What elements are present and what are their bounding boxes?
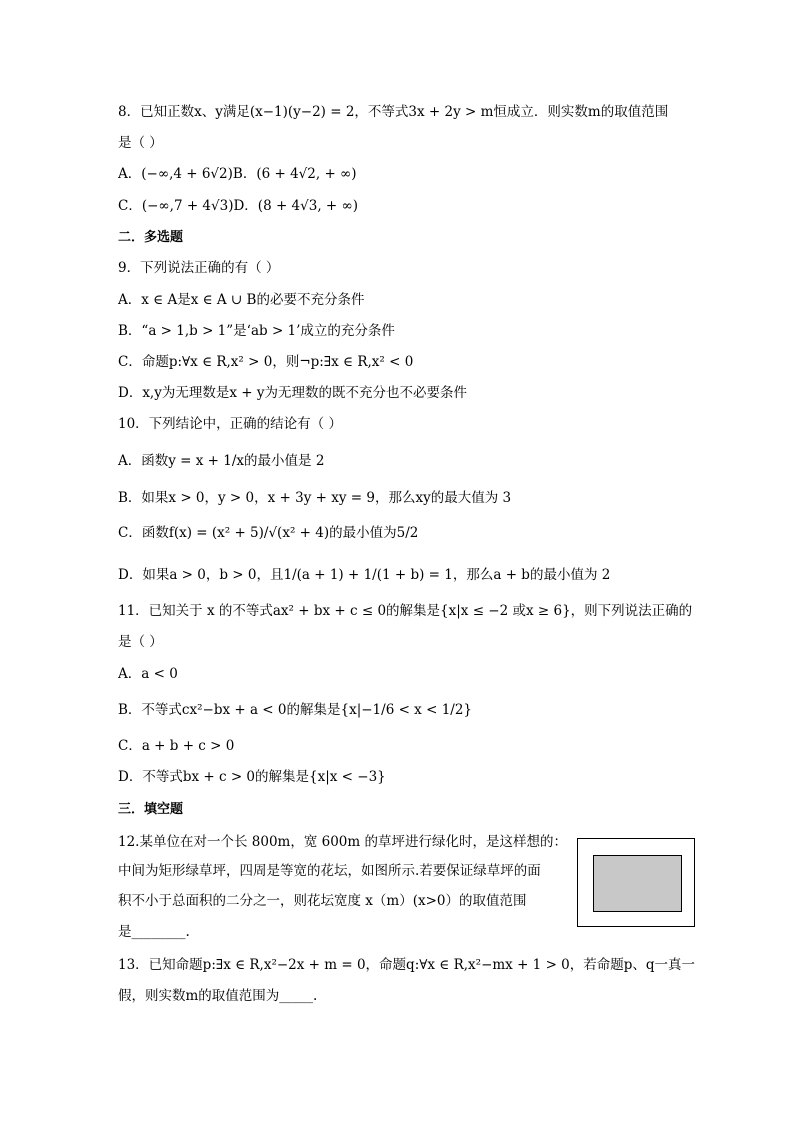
q11-line1: 11．已知关于 x 的不等式ax² + bx + c ≤ 0的解集是{x|x ≤ −2 或x ≥ 6}，则下列说法正确的 xyxy=(118,603,693,619)
q12-line2: 中间为矩形绿草坪，四周是等宽的花坛，如图所示.若要保证绿草坪的面 xyxy=(118,863,541,879)
lawn-inner-rectangle xyxy=(593,855,682,912)
q9-option-d: D．x,y为无理数是x + y为无理数的既不充分也不必要条件 xyxy=(118,385,467,401)
q10-option-c: C．函数f(x) = (x² + 5)/√(x² + 4)的最小值为5/2 xyxy=(118,525,419,541)
q13-line1: 13．已知命题p:∃x ∈ R,x²−2x + m = 0，命题q:∀x ∈ R,x²−mx + 1 > 0，若命题p、q一真一 xyxy=(118,957,696,973)
section-heading-multiple-choice: 二．多选题 xyxy=(118,230,184,245)
lawn-diagram xyxy=(577,838,695,927)
q10-option-a: A．函数y = x + 1/x的最小值是 2 xyxy=(118,453,325,469)
q9-option-b: B．“a > 1,b > 1”是‘ab > 1’成立的充分条件 xyxy=(118,323,395,339)
q12-line1: 12.某单位在对一个长 800m，宽 600m 的草坪进行绿化时，是这样想的： xyxy=(118,834,567,850)
q8-options-ab xyxy=(118,164,357,184)
q12-line4: 是________. xyxy=(118,924,190,940)
q8-option-a: A．(−∞,4 + 6√2) xyxy=(118,166,233,182)
q10-option-d: D．如果a > 0，b > 0，且1/(a + 1) + 1/(1 + b) = 1，那么a + b的最小值为 2 xyxy=(118,567,611,583)
q9-option-c: C．命题p:∀x ∈ R,x² > 0，则¬p:∃x ∈ R,x² < 0 xyxy=(118,354,414,370)
q9-stem: 9．下列说法正确的有（ ） xyxy=(118,260,280,276)
q11-line2: 是（ ） xyxy=(118,634,163,650)
section-heading-fill-in: 三．填空题 xyxy=(118,802,184,817)
q8-line2: 是（ ） xyxy=(118,135,163,151)
q8-line1: 8．已知正数x、y满足(x−1)(y−2) = 2，不等式3x + 2y > m恒成立．则实数m的取值范围 xyxy=(118,104,669,120)
q9-option-a: A．x ∈ A是x ∈ A ∪ B的必要不充分条件 xyxy=(118,292,365,308)
q11-option-c: C．a + b + c > 0 xyxy=(118,738,235,754)
q11-option-b: B．不等式cx²−bx + a < 0的解集是{x|−1/6 < x < 1/2} xyxy=(118,702,473,718)
q12-line3: 积不小于总面积的二分之一，则花坛宽度 x（m）(x>0）的取值范围 xyxy=(118,893,527,909)
q11-option-d: D．不等式bx + c > 0的解集是{x|x < −3} xyxy=(118,769,386,785)
q8-option-c: C．(−∞,7 + 4√3) xyxy=(118,198,234,214)
q13-line2: 假，则实数m的取值范围为_____. xyxy=(118,988,318,1004)
q10-option-b: B．如果x > 0，y > 0，x + 3y + xy = 9，那么xy的最大值为 3 xyxy=(118,490,512,506)
q11-option-a: A．a < 0 xyxy=(118,666,178,682)
q8-option-d: D．(8 + 4√3, + ∞) xyxy=(233,198,359,214)
q8-options-cd xyxy=(118,196,358,216)
q10-stem: 10．下列结论中，正确的结论有（ ） xyxy=(118,416,342,432)
q8-option-b: B．(6 + 4√2, + ∞) xyxy=(232,166,357,182)
